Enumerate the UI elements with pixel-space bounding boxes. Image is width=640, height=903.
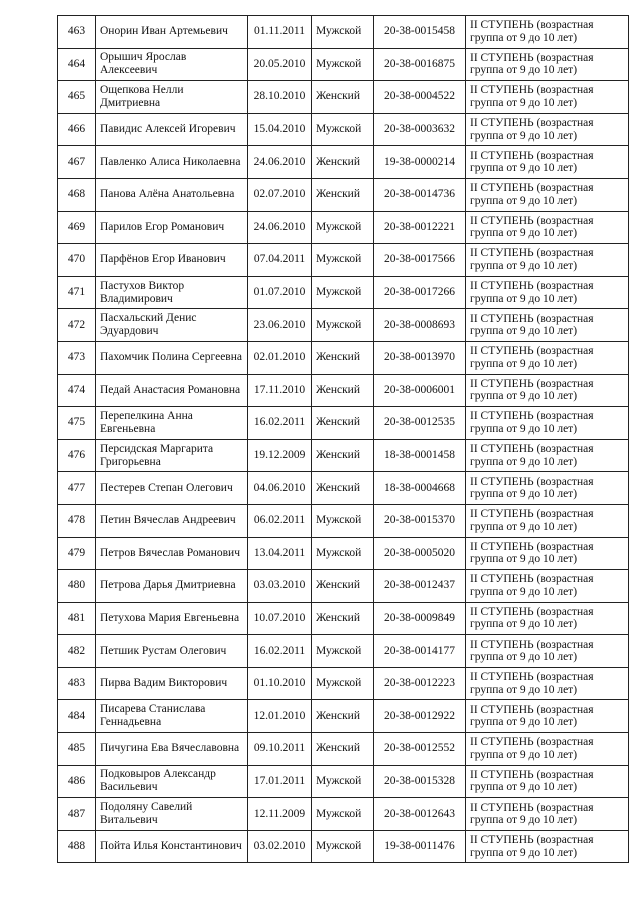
sex-cell: Мужской — [312, 113, 374, 146]
full-name-cell: Петров Вячеслав Романович — [96, 537, 248, 570]
level-line-1: II СТУПЕНЬ (возрастная — [470, 475, 594, 488]
row-number-cell: 467 — [58, 146, 96, 179]
level-line-1: II СТУПЕНЬ (возрастная — [470, 736, 594, 749]
level-line-2: группа от 9 до 10 лет) — [470, 585, 578, 598]
participants-table — [57, 15, 629, 863]
row-number-cell: 475 — [58, 407, 96, 440]
uin-cell: 20-38-0012643 — [374, 798, 466, 831]
row-number-cell: 480 — [58, 570, 96, 603]
level-cell — [466, 733, 629, 766]
row-number-cell: 476 — [58, 439, 96, 472]
level-line-2: группа от 9 до 10 лет) — [470, 814, 578, 827]
birth-date-cell: 19.12.2009 — [248, 439, 312, 472]
row-number-cell: 485 — [58, 733, 96, 766]
level-cell — [466, 798, 629, 831]
row-number-cell: 482 — [58, 635, 96, 668]
uin-cell: 19-38-0000214 — [374, 146, 466, 179]
table-row — [58, 341, 629, 374]
row-number-cell: 483 — [58, 667, 96, 700]
level-cell — [466, 830, 629, 863]
sex-cell: Мужской — [312, 244, 374, 277]
full-name-cell: Пестерев Степан Олегович — [96, 472, 248, 505]
row-number-cell: 481 — [58, 602, 96, 635]
level-cell — [466, 667, 629, 700]
level-line-2: группа от 9 до 10 лет) — [470, 96, 578, 109]
level-cell — [466, 472, 629, 505]
table-row — [58, 700, 629, 733]
level-line-2: группа от 9 до 10 лет) — [470, 194, 578, 207]
row-number-cell: 465 — [58, 81, 96, 114]
uin-cell: 20-38-0014177 — [374, 635, 466, 668]
full-name-cell: Петин Вячеслав Андреевич — [96, 504, 248, 537]
birth-date-cell: 01.10.2010 — [248, 667, 312, 700]
full-name-cell: Пасхальский Денис Эдуардович — [96, 309, 248, 342]
sex-cell: Женский — [312, 178, 374, 211]
table-row — [58, 113, 629, 146]
level-line-1: II СТУПЕНЬ (возрастная — [470, 508, 594, 521]
level-line-1: II СТУПЕНЬ (возрастная — [470, 280, 594, 293]
uin-cell: 18-38-0004668 — [374, 472, 466, 505]
full-name-cell: Петрова Дарья Дмитриевна — [96, 570, 248, 603]
table-row — [58, 667, 629, 700]
birth-date-cell: 16.02.2011 — [248, 407, 312, 440]
birth-date-cell: 24.06.2010 — [248, 146, 312, 179]
uin-cell: 20-38-0012535 — [374, 407, 466, 440]
table-row — [58, 146, 629, 179]
level-line-2: группа от 9 до 10 лет) — [470, 846, 578, 859]
full-name-cell: Онорин Иван Артемьевич — [96, 16, 248, 49]
row-number-cell: 472 — [58, 309, 96, 342]
full-name-cell: Павидис Алексей Игоревич — [96, 113, 248, 146]
level-line-2: группа от 9 до 10 лет) — [470, 553, 578, 566]
level-line-2: группа от 9 до 10 лет) — [470, 129, 578, 142]
uin-cell: 20-38-0012437 — [374, 570, 466, 603]
table-row — [58, 504, 629, 537]
level-line-2: группа от 9 до 10 лет) — [470, 781, 578, 794]
birth-date-cell: 16.02.2011 — [248, 635, 312, 668]
table-row — [58, 472, 629, 505]
level-line-2: группа от 9 до 10 лет) — [470, 162, 578, 175]
full-name-cell: Писарева Станислава Геннадьевна — [96, 700, 248, 733]
table-row — [58, 211, 629, 244]
full-name-cell: Подковыров Александр Васильевич — [96, 765, 248, 798]
level-cell — [466, 16, 629, 49]
level-cell — [466, 48, 629, 81]
table-row — [58, 765, 629, 798]
sex-cell: Мужской — [312, 537, 374, 570]
level-line-2: группа от 9 до 10 лет) — [470, 31, 578, 44]
sex-cell: Женский — [312, 146, 374, 179]
level-line-1: II СТУПЕНЬ (возрастная — [470, 182, 594, 195]
full-name-cell: Ощепкова Нелли Дмитриевна — [96, 81, 248, 114]
row-number-cell: 466 — [58, 113, 96, 146]
sex-cell: Мужской — [312, 798, 374, 831]
row-number-cell: 486 — [58, 765, 96, 798]
full-name-cell: Петухова Мария Евгеньевна — [96, 602, 248, 635]
birth-date-cell: 10.07.2010 — [248, 602, 312, 635]
uin-cell: 20-38-0017266 — [374, 276, 466, 309]
level-line-1: II СТУПЕНЬ (возрастная — [470, 703, 594, 716]
level-cell — [466, 635, 629, 668]
level-line-2: группа от 9 до 10 лет) — [470, 455, 578, 468]
table-row — [58, 830, 629, 863]
full-name-cell: Павленко Алиса Николаевна — [96, 146, 248, 179]
uin-cell: 18-38-0001458 — [374, 439, 466, 472]
level-cell — [466, 602, 629, 635]
table-row — [58, 178, 629, 211]
level-line-2: группа от 9 до 10 лет) — [470, 618, 578, 631]
full-name-cell: Подоляну Савелий Витальевич — [96, 798, 248, 831]
table-row — [58, 309, 629, 342]
full-name-cell: Перепелкина Анна Евгеньевна — [96, 407, 248, 440]
sex-cell: Мужской — [312, 309, 374, 342]
level-cell — [466, 537, 629, 570]
birth-date-cell: 01.07.2010 — [248, 276, 312, 309]
table-row — [58, 733, 629, 766]
row-number-cell: 464 — [58, 48, 96, 81]
level-line-2: группа от 9 до 10 лет) — [470, 325, 578, 338]
sex-cell: Мужской — [312, 635, 374, 668]
table-row — [58, 798, 629, 831]
level-cell — [466, 341, 629, 374]
table-row — [58, 276, 629, 309]
row-number-cell: 470 — [58, 244, 96, 277]
level-cell — [466, 570, 629, 603]
birth-date-cell: 04.06.2010 — [248, 472, 312, 505]
birth-date-cell: 07.04.2011 — [248, 244, 312, 277]
row-number-cell: 477 — [58, 472, 96, 505]
sex-cell: Женский — [312, 407, 374, 440]
table-row — [58, 570, 629, 603]
level-cell — [466, 765, 629, 798]
table-row — [58, 244, 629, 277]
uin-cell: 20-38-0003632 — [374, 113, 466, 146]
sex-cell: Женский — [312, 570, 374, 603]
level-line-2: группа от 9 до 10 лет) — [470, 683, 578, 696]
full-name-cell: Пойта Илья Константинович — [96, 830, 248, 863]
full-name-cell: Пирва Вадим Викторович — [96, 667, 248, 700]
row-number-cell: 468 — [58, 178, 96, 211]
sex-cell: Мужской — [312, 667, 374, 700]
uin-cell: 20-38-0015458 — [374, 16, 466, 49]
full-name-cell: Персидская Маргарита Григорьевна — [96, 439, 248, 472]
row-number-cell: 487 — [58, 798, 96, 831]
birth-date-cell: 03.03.2010 — [248, 570, 312, 603]
level-line-1: II СТУПЕНЬ (возрастная — [470, 247, 594, 260]
sex-cell: Женский — [312, 733, 374, 766]
level-line-1: II СТУПЕНЬ (возрастная — [470, 345, 594, 358]
uin-cell: 20-38-0004522 — [374, 81, 466, 114]
level-line-1: II СТУПЕНЬ (возрастная — [470, 801, 594, 814]
level-cell — [466, 374, 629, 407]
uin-cell: 20-38-0017566 — [374, 244, 466, 277]
level-line-2: группа от 9 до 10 лет) — [470, 488, 578, 501]
sex-cell: Женский — [312, 700, 374, 733]
full-name-cell: Парилов Егор Романович — [96, 211, 248, 244]
table-row — [58, 81, 629, 114]
level-line-1: II СТУПЕНЬ (возрастная — [470, 312, 594, 325]
participants-table-body — [58, 16, 629, 863]
row-number-cell: 484 — [58, 700, 96, 733]
level-line-2: группа от 9 до 10 лет) — [470, 716, 578, 729]
level-line-1: II СТУПЕНЬ (возрастная — [470, 19, 594, 32]
uin-cell: 20-38-0014736 — [374, 178, 466, 211]
level-line-2: группа от 9 до 10 лет) — [470, 64, 578, 77]
sex-cell: Женский — [312, 472, 374, 505]
level-line-1: II СТУПЕНЬ (возрастная — [470, 410, 594, 423]
level-cell — [466, 700, 629, 733]
sex-cell: Женский — [312, 81, 374, 114]
table-row — [58, 374, 629, 407]
table-row — [58, 407, 629, 440]
sex-cell: Мужской — [312, 16, 374, 49]
uin-cell: 20-38-0012223 — [374, 667, 466, 700]
level-cell — [466, 113, 629, 146]
level-line-2: группа от 9 до 10 лет) — [470, 520, 578, 533]
sex-cell: Мужской — [312, 830, 374, 863]
full-name-cell: Пастухов Виктор Владимирович — [96, 276, 248, 309]
uin-cell: 19-38-0011476 — [374, 830, 466, 863]
birth-date-cell: 20.05.2010 — [248, 48, 312, 81]
uin-cell: 20-38-0006001 — [374, 374, 466, 407]
birth-date-cell: 17.01.2011 — [248, 765, 312, 798]
sex-cell: Женский — [312, 439, 374, 472]
level-cell — [466, 504, 629, 537]
full-name-cell: Орышич Ярослав Алексеевич — [96, 48, 248, 81]
level-line-2: группа от 9 до 10 лет) — [470, 390, 578, 403]
uin-cell: 20-38-0009849 — [374, 602, 466, 635]
level-line-1: II СТУПЕНЬ (возрастная — [470, 834, 594, 847]
uin-cell: 20-38-0008693 — [374, 309, 466, 342]
level-cell — [466, 146, 629, 179]
uin-cell: 20-38-0005020 — [374, 537, 466, 570]
birth-date-cell: 24.06.2010 — [248, 211, 312, 244]
level-line-1: II СТУПЕНЬ (возрастная — [470, 214, 594, 227]
sex-cell: Мужской — [312, 48, 374, 81]
row-number-cell: 474 — [58, 374, 96, 407]
table-row — [58, 635, 629, 668]
row-number-cell: 469 — [58, 211, 96, 244]
level-cell — [466, 407, 629, 440]
level-line-2: группа от 9 до 10 лет) — [470, 259, 578, 272]
level-line-1: II СТУПЕНЬ (возрастная — [470, 540, 594, 553]
birth-date-cell: 09.10.2011 — [248, 733, 312, 766]
level-line-1: II СТУПЕНЬ (возрастная — [470, 51, 594, 64]
uin-cell: 20-38-0012922 — [374, 700, 466, 733]
full-name-cell: Панова Алёна Анатольевна — [96, 178, 248, 211]
row-number-cell: 471 — [58, 276, 96, 309]
table-row — [58, 537, 629, 570]
level-line-2: группа от 9 до 10 лет) — [470, 651, 578, 664]
level-line-1: II СТУПЕНЬ (возрастная — [470, 149, 594, 162]
birth-date-cell: 12.01.2010 — [248, 700, 312, 733]
table-row — [58, 48, 629, 81]
full-name-cell: Пичугина Ева Вячеславовна — [96, 733, 248, 766]
level-cell — [466, 81, 629, 114]
sex-cell: Женский — [312, 374, 374, 407]
birth-date-cell: 28.10.2010 — [248, 81, 312, 114]
level-line-2: группа от 9 до 10 лет) — [470, 292, 578, 305]
level-line-2: группа от 9 до 10 лет) — [470, 422, 578, 435]
sex-cell: Мужской — [312, 765, 374, 798]
row-number-cell: 473 — [58, 341, 96, 374]
level-cell — [466, 211, 629, 244]
sex-cell: Мужской — [312, 211, 374, 244]
row-number-cell: 479 — [58, 537, 96, 570]
birth-date-cell: 23.06.2010 — [248, 309, 312, 342]
level-cell — [466, 439, 629, 472]
birth-date-cell: 17.11.2010 — [248, 374, 312, 407]
uin-cell: 20-38-0015328 — [374, 765, 466, 798]
level-cell — [466, 276, 629, 309]
level-line-1: II СТУПЕНЬ (возрастная — [470, 443, 594, 456]
level-line-2: группа от 9 до 10 лет) — [470, 748, 578, 761]
level-line-1: II СТУПЕНЬ (возрастная — [470, 768, 594, 781]
table-row — [58, 602, 629, 635]
level-line-2: группа от 9 до 10 лет) — [470, 357, 578, 370]
uin-cell: 20-38-0013970 — [374, 341, 466, 374]
level-line-1: II СТУПЕНЬ (возрастная — [470, 84, 594, 97]
birth-date-cell: 15.04.2010 — [248, 113, 312, 146]
level-line-1: II СТУПЕНЬ (возрастная — [470, 671, 594, 684]
uin-cell: 20-38-0015370 — [374, 504, 466, 537]
level-line-2: группа от 9 до 10 лет) — [470, 227, 578, 240]
uin-cell: 20-38-0016875 — [374, 48, 466, 81]
sex-cell: Мужской — [312, 504, 374, 537]
level-cell — [466, 178, 629, 211]
birth-date-cell: 02.07.2010 — [248, 178, 312, 211]
level-line-1: II СТУПЕНЬ (возрастная — [470, 605, 594, 618]
full-name-cell: Петшик Рустам Олегович — [96, 635, 248, 668]
level-line-1: II СТУПЕНЬ (возрастная — [470, 573, 594, 586]
table-row — [58, 439, 629, 472]
uin-cell: 20-38-0012552 — [374, 733, 466, 766]
sex-cell: Женский — [312, 341, 374, 374]
full-name-cell: Пахомчик Полина Сергеевна — [96, 341, 248, 374]
table-row — [58, 16, 629, 49]
full-name-cell: Парфёнов Егор Иванович — [96, 244, 248, 277]
level-cell — [466, 309, 629, 342]
level-line-1: II СТУПЕНЬ (возрастная — [470, 117, 594, 130]
sex-cell: Мужской — [312, 276, 374, 309]
level-cell — [466, 244, 629, 277]
uin-cell: 20-38-0012221 — [374, 211, 466, 244]
row-number-cell: 478 — [58, 504, 96, 537]
birth-date-cell: 13.04.2011 — [248, 537, 312, 570]
level-line-1: II СТУПЕНЬ (возрастная — [470, 377, 594, 390]
birth-date-cell: 12.11.2009 — [248, 798, 312, 831]
full-name-cell: Педай Анастасия Романовна — [96, 374, 248, 407]
birth-date-cell: 01.11.2011 — [248, 16, 312, 49]
row-number-cell: 488 — [58, 830, 96, 863]
level-line-1: II СТУПЕНЬ (возрастная — [470, 638, 594, 651]
row-number-cell: 463 — [58, 16, 96, 49]
sex-cell: Женский — [312, 602, 374, 635]
birth-date-cell: 02.01.2010 — [248, 341, 312, 374]
birth-date-cell: 06.02.2011 — [248, 504, 312, 537]
birth-date-cell: 03.02.2010 — [248, 830, 312, 863]
